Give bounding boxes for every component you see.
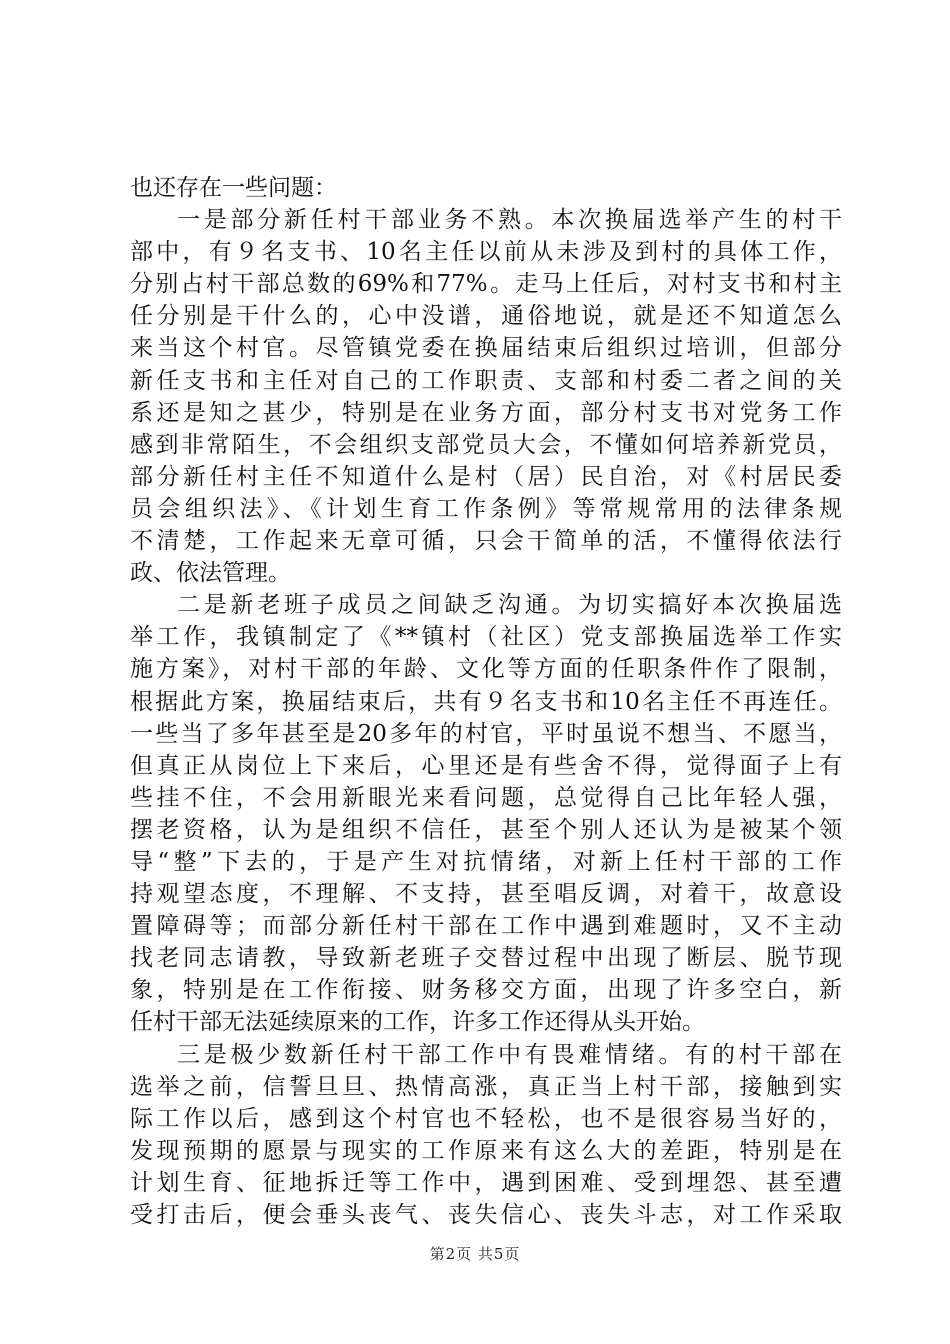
text-line: 持观望态度，不理解、不支持，甚至唱反调，对着干，故意设 [130,881,842,908]
text-line: 不清楚，工作起来无章可循，只会干简单的活，不懂得依法行 [130,528,842,555]
paragraph [130,589,842,1038]
document-body [130,172,842,1231]
text-line: 施方案》，对村干部的年龄、文化等方面的任职条件作了限制， [130,656,842,683]
paragraph [130,1039,842,1232]
text-line: 受打击后，便会垂头丧气、丧失信心、丧失斗志，对工作采取 [130,1202,842,1228]
text-line: 二是新老班子成员之间缺乏沟通。为切实搞好本次换届选 [177,592,842,619]
text-line: 些挂不住，不会用新眼光来看问题，总觉得自己比年轻人强， [130,784,842,811]
paragraph [130,172,842,204]
paragraph [130,204,842,589]
text-line: 系还是知之甚少，特别是在业务方面，部分村支书对党务工作 [130,399,842,426]
text-line: 分别占村干部总数的69%和77%。走马上任后，对村支书和村主 [130,271,842,298]
text-line: 任分别是干什么的，心中没谱，通俗地说，就是还不知道怎么 [130,303,842,330]
text-line: 际工作以后，感到这个村官也不轻松，也不是很容易当好的， [130,1105,842,1132]
text-line: 置障碍等；而部分新任村干部在工作中遇到难题时，又不主动 [130,913,842,940]
text-line: 发现预期的愿景与现实的工作原来有这么大的差距，特别是在 [130,1137,842,1164]
text-line: 三是极少数新任村干部工作中有畏难情绪。有的村干部在 [177,1041,842,1068]
text-line: 象，特别是在工作衔接、财务移交方面，出现了许多空白，新 [130,977,842,1004]
text-line: 找老同志请教，导致新老班子交替过程中出现了断层、脱节现 [130,945,842,972]
text-line: 部中，有９名支书、10名主任以前从未涉及到村的具体工作， [130,239,842,266]
text-line: 新任支书和主任对自己的工作职责、支部和村委二者之间的关 [130,367,842,394]
text-line: 来当这个村官。尽管镇党委在换届结束后组织过培训，但部分 [130,335,842,362]
text-line: 任村干部无法延续原来的工作，许多工作还得从头开始。 [130,1009,705,1036]
text-line: 政、依法管理。 [130,560,291,587]
text-line: 导“整”下去的，于是产生对抗情绪，对新上任村干部的工作 [130,848,842,875]
text-line: 计划生育、征地拆迁等工作中，遇到困难、受到埋怨、甚至遭 [130,1169,842,1196]
page-footer: 第2页 共5页 [429,1245,521,1263]
text-line: 举工作，我镇制定了《**镇村（社区）党支部换届选举工作实 [130,624,842,651]
text-line: 感到非常陌生，不会组织支部党员大会，不懂如何培养新党员， [130,431,842,458]
text-line: 员会组织法》、《计划生育工作条例》等常规常用的法律条规 [130,495,842,522]
text-line: 一是部分新任村干部业务不熟。本次换届选举产生的村干 [177,207,842,234]
text-line: 根据此方案，换届结束后，共有９名支书和10名主任不再连任。 [130,688,842,715]
text-line: 一些当了多年甚至是20多年的村官，平时虽说不想当、不愿当， [130,720,842,747]
text-line: 摆老资格，认为是组织不信任，甚至个别人还认为是被某个领 [130,816,842,843]
text-line: 部分新任村主任不知道什么是村（居）民自治，对《村居民委 [130,463,842,490]
text-line: 但真正从岗位上下来后，心里还是有些舍不得，觉得面子上有 [130,752,842,779]
text-line: 也还存在一些问题： [130,175,337,201]
text-line: 选举之前，信誓旦旦、热情高涨，真正当上村干部，接触到实 [130,1073,842,1100]
